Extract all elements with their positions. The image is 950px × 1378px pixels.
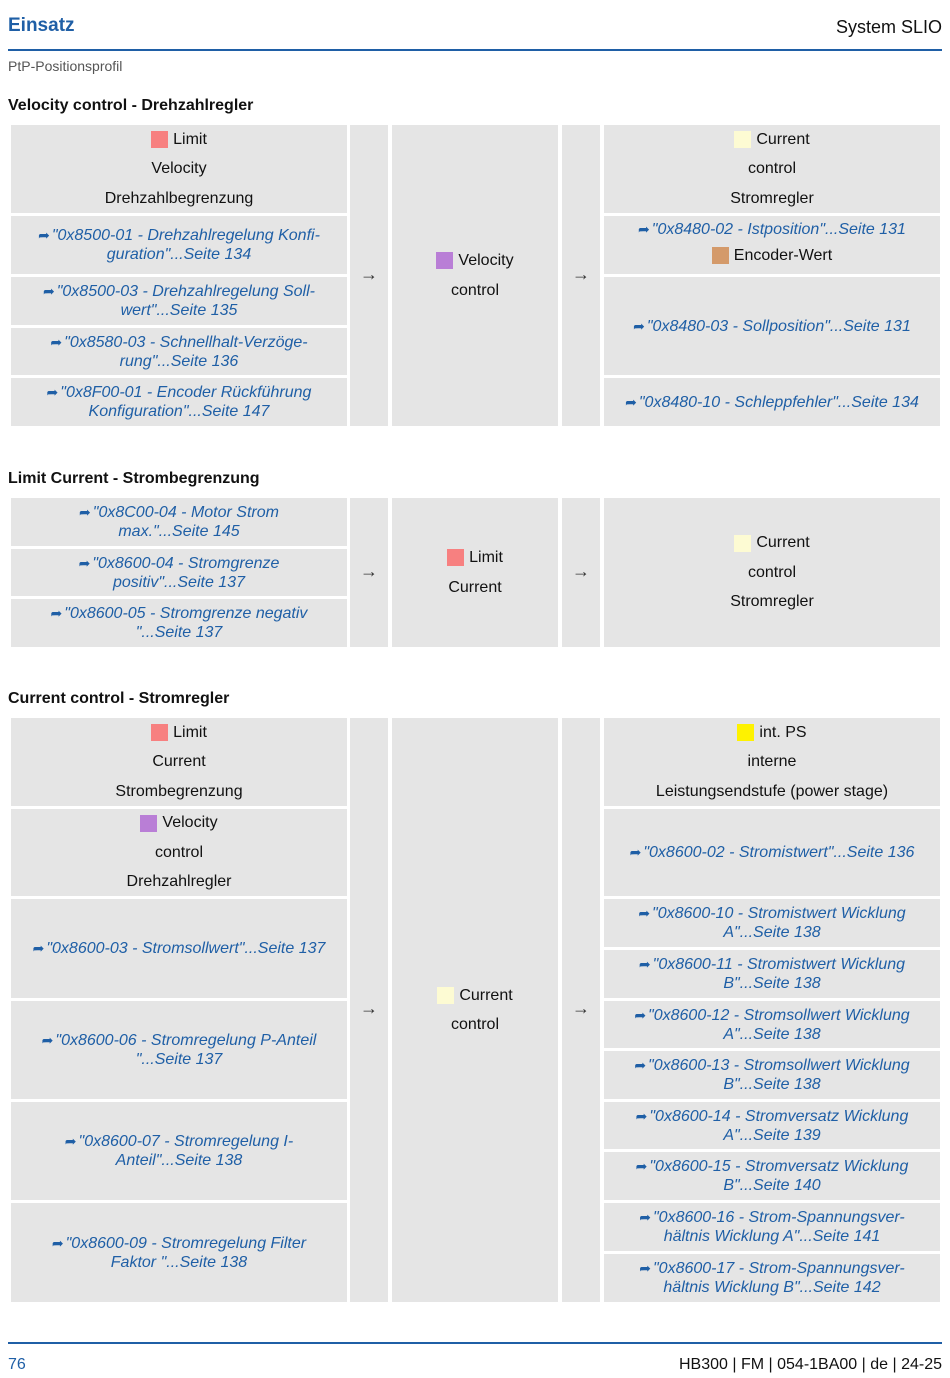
link-text[interactable]: rung"...Seite 136 (119, 352, 239, 370)
red-swatch (447, 549, 464, 566)
link-arrow-icon: ➦ (625, 393, 637, 410)
block-label: Limit (469, 549, 503, 566)
red-swatch (151, 724, 168, 741)
header-divider (8, 49, 942, 51)
link-text[interactable]: "0x8600-06 - Stromregelung P-Anteil (55, 1032, 317, 1049)
right-arrow-icon: → (360, 561, 378, 581)
link-text[interactable]: A"...Seite 138 (723, 1025, 821, 1043)
link-arrow-icon: ➦ (639, 1260, 651, 1276)
velocity-control-block (11, 809, 347, 896)
link-text[interactable]: B"...Seite 140 (723, 1177, 821, 1194)
link-0x8600-12[interactable] (604, 1001, 940, 1048)
block-label: Stromregler (730, 593, 814, 611)
brown-swatch (712, 247, 729, 264)
link-0x8600-02[interactable] (604, 809, 940, 896)
link-text[interactable]: "0x8600-17 - Strom-Spannungsver- (652, 1260, 905, 1277)
link-arrow-icon: ➦ (32, 940, 45, 956)
right-arrow-icon: → (360, 264, 378, 284)
cream-swatch (437, 987, 454, 1004)
link-arrow-icon: ➦ (629, 844, 642, 860)
link-arrow-icon: ➦ (41, 1032, 54, 1048)
product-title: System SLIO (835, 17, 942, 37)
link-0x8F00-01[interactable] (11, 378, 347, 426)
block-label: Stromregler (730, 189, 814, 207)
link-arrow-icon: ➦ (42, 283, 55, 299)
link-text[interactable]: "0x8C00-04 - Motor Strom (92, 504, 279, 521)
link-0x8580-03[interactable] (11, 328, 347, 375)
current-control-block (392, 718, 558, 1302)
cream-swatch (734, 535, 751, 552)
block-label: Velocity (458, 252, 514, 269)
right-arrow-icon: → (572, 264, 590, 284)
link-arrow-icon: ➦ (50, 333, 63, 350)
link-text[interactable]: "0x8600-14 - Stromversatz Wicklung (649, 1107, 909, 1125)
link-text[interactable]: "0x8600-16 - Strom-Spannungsver- (652, 1209, 905, 1226)
link-text[interactable]: B"...Seite 138 (723, 975, 821, 992)
limit-velocity-block (11, 125, 347, 213)
block-label: Velocity (151, 160, 207, 178)
link-text[interactable]: A"...Seite 138 (723, 924, 821, 941)
link-text[interactable]: max."...Seite 145 (118, 523, 240, 540)
block-label: control (450, 1016, 500, 1033)
link-0x8500-03[interactable] (11, 277, 347, 325)
link-arrow-icon: ➦ (634, 1006, 647, 1023)
link-arrow-icon: ➦ (635, 1107, 648, 1124)
link-arrow-icon: ➦ (51, 1234, 64, 1251)
link-text[interactable]: "0x8480-03 - Sollposition"...Seite 131 (646, 317, 911, 335)
link-0x8600-09[interactable] (11, 1203, 347, 1302)
block-label: Current (152, 753, 206, 771)
link-text[interactable]: "0x8600-03 - Stromsollwert"...Seite 137 (46, 940, 326, 957)
block-label: Limit (173, 130, 207, 148)
link-arrow-icon: ➦ (79, 504, 91, 520)
link-arrow-icon: ➦ (635, 1158, 648, 1174)
link-0x8600-05[interactable] (11, 599, 347, 647)
link-0x8600-15[interactable] (604, 1152, 940, 1200)
link-arrow-icon: ➦ (638, 956, 651, 972)
link-0x8600-03[interactable] (11, 899, 347, 998)
link-arrow-icon: ➦ (633, 317, 645, 334)
right-arrow-icon: → (360, 998, 378, 1018)
block-label: Limit (173, 723, 207, 741)
encoder-label (712, 241, 832, 271)
link-text[interactable]: Anteil"...Seite 138 (115, 1152, 243, 1169)
block-label: Leistungsendstufe (power stage) (655, 782, 889, 800)
link-text[interactable]: A"...Seite 139 (723, 1126, 821, 1144)
link-0x8600-06[interactable] (11, 1001, 347, 1099)
block-label: control (747, 160, 797, 178)
block-label: Current (459, 986, 513, 1004)
link-text[interactable]: "0x8600-04 - Stromgrenze (92, 554, 280, 572)
link-0x8500-01[interactable] (11, 216, 347, 274)
power-stage-block (604, 718, 940, 806)
section-heading-limit-current: Limit Current - Strombegrenzung (8, 470, 260, 487)
link-text[interactable]: "...Seite 137 (135, 1051, 223, 1068)
limit-current-block (392, 498, 558, 647)
red-swatch (151, 131, 168, 148)
link-text[interactable]: "0x8600-02 - Stromistwert"...Seite 136 (643, 844, 915, 861)
link-arrow-icon: ➦ (64, 1133, 77, 1149)
block-label: int. PS (759, 723, 807, 741)
section-heading-velocity-control: Velocity control - Drehzahlregler (8, 97, 254, 114)
link-text[interactable]: "0x8600-05 - Stromgrenze negativ (64, 605, 308, 622)
link-text[interactable]: "0x8500-03 - Drehzahlregelung Soll- (56, 283, 315, 300)
link-text[interactable]: "0x8600-10 - Stromistwert Wicklung (652, 905, 906, 922)
link-text[interactable]: "0x8600-09 - Stromregelung Filter (65, 1234, 307, 1252)
link-text[interactable]: "0x8600-13 - Stromsollwert Wicklung (648, 1057, 910, 1074)
yellow-swatch (737, 724, 754, 741)
link-0x8480-10[interactable] (604, 378, 940, 426)
link-0x8480-02[interactable] (638, 220, 906, 239)
purple-swatch (140, 815, 157, 832)
current-control-block (604, 498, 940, 647)
link-0x8480-03[interactable] (604, 277, 940, 375)
section-title: Einsatz (8, 15, 75, 36)
page-subtitle: PtP-Positionsprofil (8, 58, 123, 74)
link-text[interactable]: "0x8F00-01 - Encoder Rückführung (60, 384, 312, 401)
block-label: Velocity (162, 814, 218, 832)
link-text[interactable]: "0x8500-01 - Drehzahlregelung Konfi- (51, 227, 320, 244)
link-text[interactable]: wert"...Seite 135 (120, 302, 238, 319)
section-heading-current-control: Current control - Stromregler (8, 690, 230, 707)
link-arrow-icon: ➦ (46, 384, 59, 400)
link-text[interactable]: "0x8600-11 - Stromistwert Wicklung (652, 956, 906, 973)
link-text[interactable]: "0x8600-15 - Stromversatz Wicklung (649, 1158, 909, 1175)
link-text[interactable]: Konfiguration"...Seite 147 (88, 403, 270, 420)
link-0x8600-10[interactable] (604, 899, 940, 947)
link-text[interactable]: "0x8580-03 - Schnellhalt-Verzöge- (64, 333, 308, 351)
purple-swatch (436, 252, 453, 269)
link-arrow-icon: ➦ (639, 1209, 651, 1225)
right-arrow-icon: → (572, 998, 590, 1018)
block-label: Strombegrenzung (115, 782, 243, 800)
link-arrow-icon: ➦ (638, 905, 651, 921)
link-0x8600-07[interactable] (11, 1102, 347, 1200)
block-label: Current (756, 534, 810, 552)
link-0x8600-14[interactable] (604, 1102, 940, 1149)
link-arrow-icon: ➦ (78, 554, 91, 571)
block-label: control (747, 563, 797, 581)
link-0x8C00-04[interactable] (11, 498, 347, 546)
link-text[interactable]: hältnis Wicklung A"...Seite 141 (663, 1228, 881, 1245)
link-text[interactable]: "0x8480-02 - Istposition"...Seite 131 (651, 220, 906, 238)
link-text[interactable]: "0x8600-12 - Stromsollwert Wicklung (648, 1006, 910, 1024)
block-label: interne (747, 753, 797, 771)
cream-swatch (734, 131, 751, 148)
link-text[interactable]: hältnis Wicklung B"...Seite 142 (663, 1279, 881, 1296)
link-arrow-icon: ➦ (634, 1057, 647, 1073)
link-text[interactable]: "0x8600-07 - Stromregelung I- (78, 1133, 294, 1150)
link-text[interactable]: Faktor "...Seite 138 (110, 1253, 248, 1271)
block-label: Encoder-Wert (733, 246, 833, 264)
document-reference: HB300 | FM | 054-1BA00 | de | 24-25 (679, 1356, 942, 1373)
current-control-block (604, 125, 940, 213)
link-0x8600-17[interactable] (604, 1254, 940, 1302)
block-label: Drehzahlregler (126, 873, 232, 891)
link-arrow-icon: ➦ (638, 220, 650, 237)
block-label: control (450, 281, 500, 299)
link-0x8600-16[interactable] (604, 1203, 940, 1251)
link-text[interactable]: guration"...Seite 134 (106, 246, 252, 263)
link-text[interactable]: B"...Seite 138 (723, 1076, 821, 1093)
link-text[interactable]: "0x8480-10 - Schleppfehler"...Seite 134 (638, 393, 919, 411)
link-arrow-icon: ➦ (50, 605, 63, 621)
velocity-control-block (392, 125, 558, 426)
block-label: Current (756, 130, 810, 148)
block-label: Current (448, 578, 502, 596)
link-0x8600-11[interactable] (604, 950, 940, 998)
limit-current-block (11, 718, 347, 806)
right-arrow-icon: → (572, 561, 590, 581)
footer-divider (8, 1342, 942, 1344)
block-label: control (154, 843, 204, 861)
page-number: 76 (8, 1356, 26, 1373)
link-text[interactable]: positiv"...Seite 137 (113, 573, 245, 591)
block-label: Drehzahlbegrenzung (104, 189, 254, 207)
link-arrow-icon: ➦ (38, 227, 50, 243)
istposition-block (604, 216, 940, 274)
link-text[interactable]: "...Seite 137 (135, 624, 223, 641)
link-0x8600-13[interactable] (604, 1051, 940, 1099)
link-0x8600-04[interactable] (11, 549, 347, 596)
